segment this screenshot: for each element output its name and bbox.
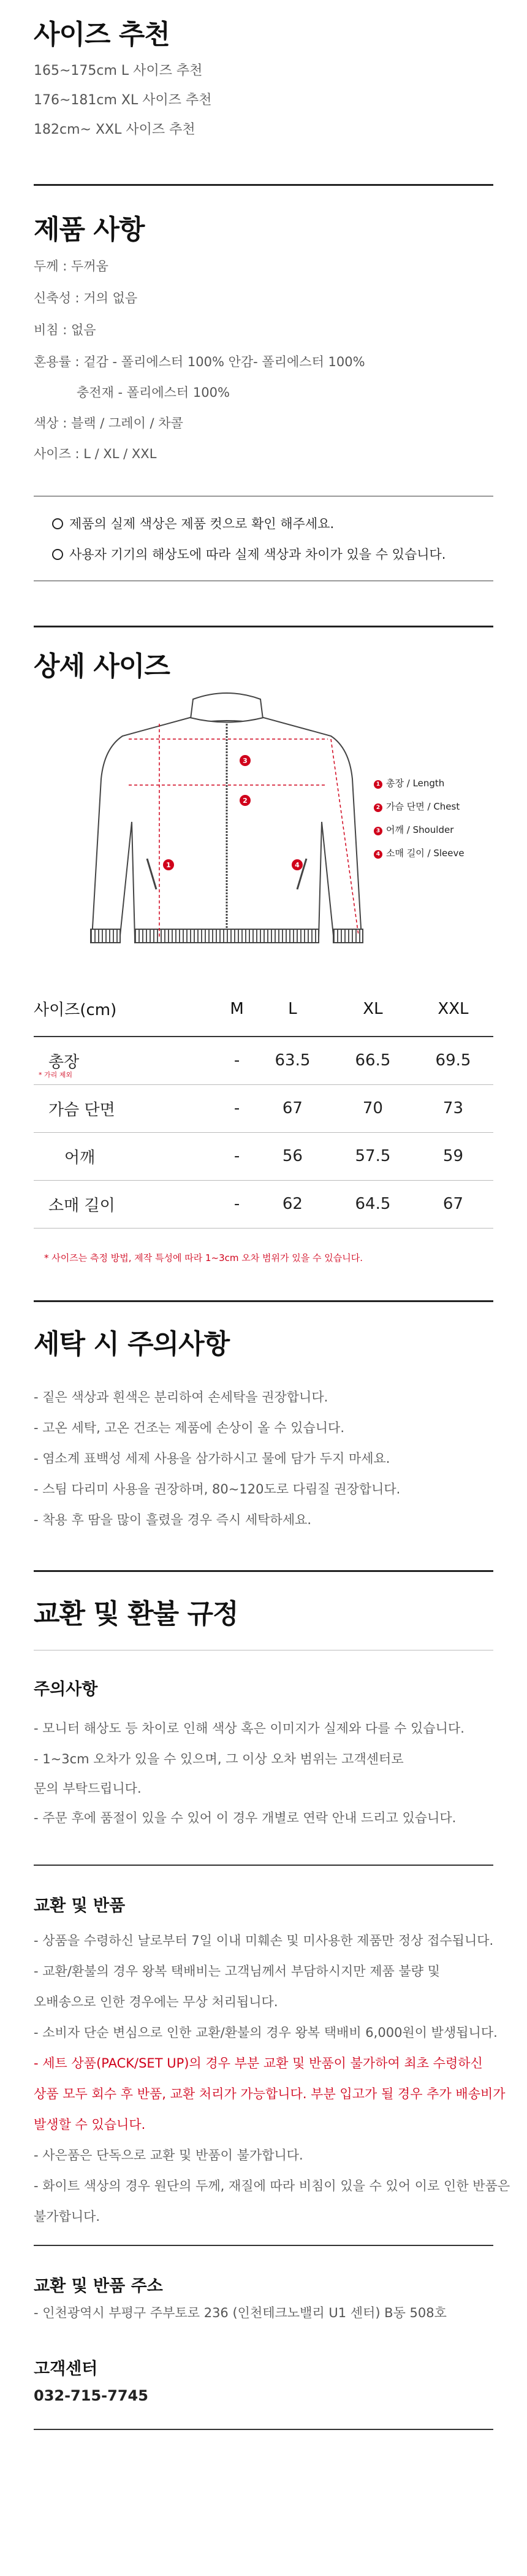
address-title: 교환 및 반품 주소 [34, 2277, 163, 2296]
recommend-line: 165~175cm L 사이즈 추천 [34, 63, 203, 79]
section-divider [34, 1570, 493, 1572]
table-header: L [252, 981, 333, 1037]
info-row: 두께 : 두꺼움 [34, 259, 108, 274]
table-cell: 63.5 [252, 1037, 333, 1084]
table-row [34, 1180, 493, 1228]
table-cell: 67 [252, 1084, 333, 1132]
cs-phone: 032-715-7745 [34, 2387, 148, 2404]
notice-box [34, 496, 493, 581]
recommend-line: 182cm~ XXL 사이즈 추천 [34, 122, 195, 137]
caution-item: - 1~3cm 오차가 있을 수 있으며, 그 이상 오차 범위는 고객센터로 [34, 1752, 404, 1766]
jacket-diagram-icon [86, 681, 368, 969]
wash-item: - 착용 후 땀을 많이 흘렸을 경우 즉시 세탁하세요. [34, 1512, 312, 1527]
table-row [34, 1084, 493, 1132]
table-cell: 70 [333, 1084, 413, 1132]
legend-item: 2 가슴 단면 / Chest [374, 800, 460, 813]
size-footnote: * 사이즈는 측정 방법, 제작 특성에 따라 1~3cm 오차 범위가 있을 수 있습니다. [44, 1252, 363, 1263]
table-cell: 57.5 [333, 1132, 413, 1180]
exchange-item: - 상품을 수령하신 날로부터 7일 이내 미훼손 및 미사용한 제품만 정상 접수됩니다. [34, 1933, 494, 1948]
info-row: 신축성 : 거의 없음 [34, 291, 138, 305]
detail-size-title: 상세 사이즈 [34, 651, 170, 682]
svg-text:2: 2 [243, 797, 248, 805]
exchange-item: 상품 모두 회수 후 반품, 교환 처리가 가능합니다. 부분 입고가 될 경우 추가 배송비가 [34, 2087, 506, 2101]
table-cell: - [221, 1084, 252, 1132]
info-row: 색상 : 블랙 / 그레이 / 차콜 [34, 416, 183, 431]
wash-item: - 염소계 표백성 세제 사용을 삼가하시고 물에 담가 두지 마세요. [34, 1451, 390, 1466]
table-cell: 67 [413, 1180, 493, 1228]
row-label: 총장 * 가리 제외 [34, 1037, 221, 1084]
table-row [34, 1132, 493, 1180]
table-header-row [34, 981, 493, 1037]
caution-title: 주의사항 [34, 1680, 98, 1699]
table-cell: 64.5 [333, 1180, 413, 1228]
circle-icon [52, 549, 63, 560]
info-title: 제품 사항 [34, 214, 145, 245]
section-divider [34, 184, 493, 186]
circle-icon [52, 518, 63, 529]
size-table [34, 981, 493, 1229]
notice-item: 제품의 실제 색상은 제품 컷으로 확인 해주세요. [52, 514, 334, 532]
cs-title: 고객센터 [34, 2359, 98, 2379]
table-row [34, 1037, 493, 1084]
section-divider [34, 626, 493, 627]
wash-title: 세탁 시 주의사항 [34, 1328, 230, 1360]
table-cell: 62 [252, 1180, 333, 1228]
row-label: 어깨 [34, 1132, 221, 1180]
policy-title: 교환 및 환불 규정 [34, 1598, 238, 1630]
row-label: 가슴 단면 [34, 1084, 221, 1132]
info-row: 비침 : 없음 [34, 323, 96, 337]
exchange-item: - 소비자 단순 변심으로 인한 교환/환불의 경우 왕복 택배비 6,000원이 발생됩니다. [34, 2025, 498, 2040]
divider [34, 2245, 493, 2246]
table-cell: - [221, 1037, 252, 1084]
info-row: 사이즈 : L / XL / XXL [34, 447, 157, 461]
table-cell: 66.5 [333, 1037, 413, 1084]
recommend-title: 사이즈 추천 [34, 19, 170, 50]
exchange-item: 오배송으로 인한 경우에는 무상 처리됩니다. [34, 1995, 278, 2009]
table-cell: 73 [413, 1084, 493, 1132]
exchange-item: - 화이트 색상의 경우 원단의 두께, 재질에 따라 비침이 있을 수 있어 이로 인한 반품은 [34, 2179, 510, 2193]
exchange-item: - 교환/환불의 경우 왕복 택배비는 고객님께서 부담하시지만 제품 불량 및 [34, 1964, 441, 1979]
table-cell: - [221, 1132, 252, 1180]
svg-text:3: 3 [243, 757, 248, 765]
svg-text:1: 1 [166, 861, 171, 869]
table-cell: 59 [413, 1132, 493, 1180]
wash-item: - 짙은 색상과 흰색은 분리하여 손세탁을 권장합니다. [34, 1390, 328, 1405]
table-header: 사이즈(cm) [34, 981, 221, 1037]
table-cell: 56 [252, 1132, 333, 1180]
table-header: M [221, 981, 252, 1037]
row-note: * 가리 제외 [39, 1070, 72, 1079]
legend-item: 4 소매 길이 / Sleeve [374, 846, 464, 859]
table-header: XXL [413, 981, 493, 1037]
exchange-item: 발생할 수 있습니다. [34, 2117, 146, 2132]
recommend-line: 176~181cm XL 사이즈 추천 [34, 93, 212, 108]
caution-item: 문의 부탁드립니다. [34, 1781, 142, 1796]
caution-item: - 주문 후에 품절이 있을 수 있어 이 경우 개별로 연락 안내 드리고 있습니다. [34, 1811, 457, 1825]
table-cell: - [221, 1180, 252, 1228]
exchange-title: 교환 및 반품 [34, 1896, 126, 1915]
info-row: 충전재 - 폴리에스터 100% [77, 385, 230, 400]
notice-item: 사용자 기기의 해상도에 따라 실제 색상과 차이가 있을 수 있습니다. [52, 545, 445, 563]
wash-item: - 고온 세탁, 고온 건조는 제품에 손상이 올 수 있습니다. [34, 1420, 345, 1435]
divider [34, 2429, 493, 2430]
wash-item: - 스팀 다리미 사용을 권장하며, 80~120도로 다림질 권장합니다. [34, 1482, 401, 1497]
divider [34, 1865, 493, 1866]
caution-item: - 모니터 해상도 등 차이로 인해 색상 혹은 이미지가 실제와 다를 수 있습니다. [34, 1721, 464, 1736]
legend-item: 3 어깨 / Shoulder [374, 823, 453, 836]
row-label: 소매 길이 [34, 1180, 221, 1228]
table-cell: 69.5 [413, 1037, 493, 1084]
svg-text:4: 4 [295, 861, 300, 869]
exchange-item: - 세트 상품(PACK/SET UP)의 경우 부분 교환 및 반품이 불가하여 최초 수령하신 [34, 2056, 483, 2071]
exchange-item: 불가합니다. [34, 2209, 100, 2224]
exchange-item: - 사은품은 단독으로 교환 및 반품이 불가합니다. [34, 2148, 303, 2163]
legend-item: 1 총장 / Length [374, 776, 444, 789]
section-divider [34, 1300, 493, 1302]
info-row: 혼용률 : 겉감 - 폴리에스터 100% 안감- 폴리에스터 100% [34, 355, 365, 369]
address-text: - 인천광역시 부평구 주부토로 236 (인천테크노밸리 U1 센터) B동 508호 [34, 2306, 447, 2320]
table-header: XL [333, 981, 413, 1037]
